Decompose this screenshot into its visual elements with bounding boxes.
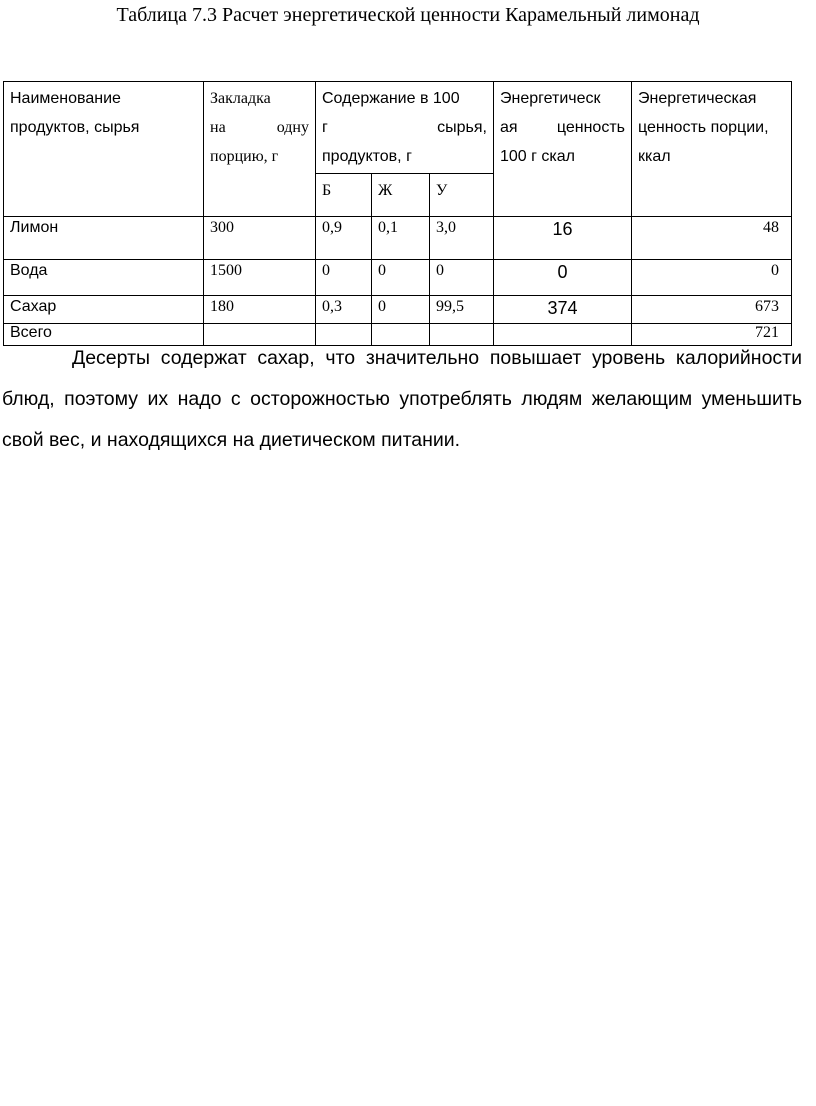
table-row: Лимон 300 0,9 0,1 3,0 16 48 [4,217,792,260]
header-energy-portion: Энергетическая ценность порции, ккал [632,82,792,217]
header-protein: Б [316,174,372,217]
energy-table [3,81,792,346]
table-row: Вода 1500 0 0 0 0 0 [4,260,792,296]
header-energy-100g: Энергетическ ая ценность 100 г скал [494,82,632,217]
header-portion: Закладка на одну порцию, г [204,82,316,217]
header-content: Содержание в 100 г сырья, продуктов, г [316,82,494,174]
header-row [4,82,792,174]
table-title: Таблица 7.3 Расчет энергетической ценности Карамельный лимонад [116,4,700,26]
table-row: Сахар 180 0,3 0 99,5 374 673 [4,296,792,324]
total-row: Всего 721 [4,324,792,346]
paragraph: Десерты содержат сахар, что значительно повышает уровень калорийности блюд, поэтому их надо с осторожностью употреблять людям желающим уменьшить свой вес, и находящихся на диетическом питании. [2,347,802,451]
header-name: Наименование продуктов, сырья [4,82,204,217]
header-carbs: У [430,174,494,217]
header-fat: Ж [372,174,430,217]
